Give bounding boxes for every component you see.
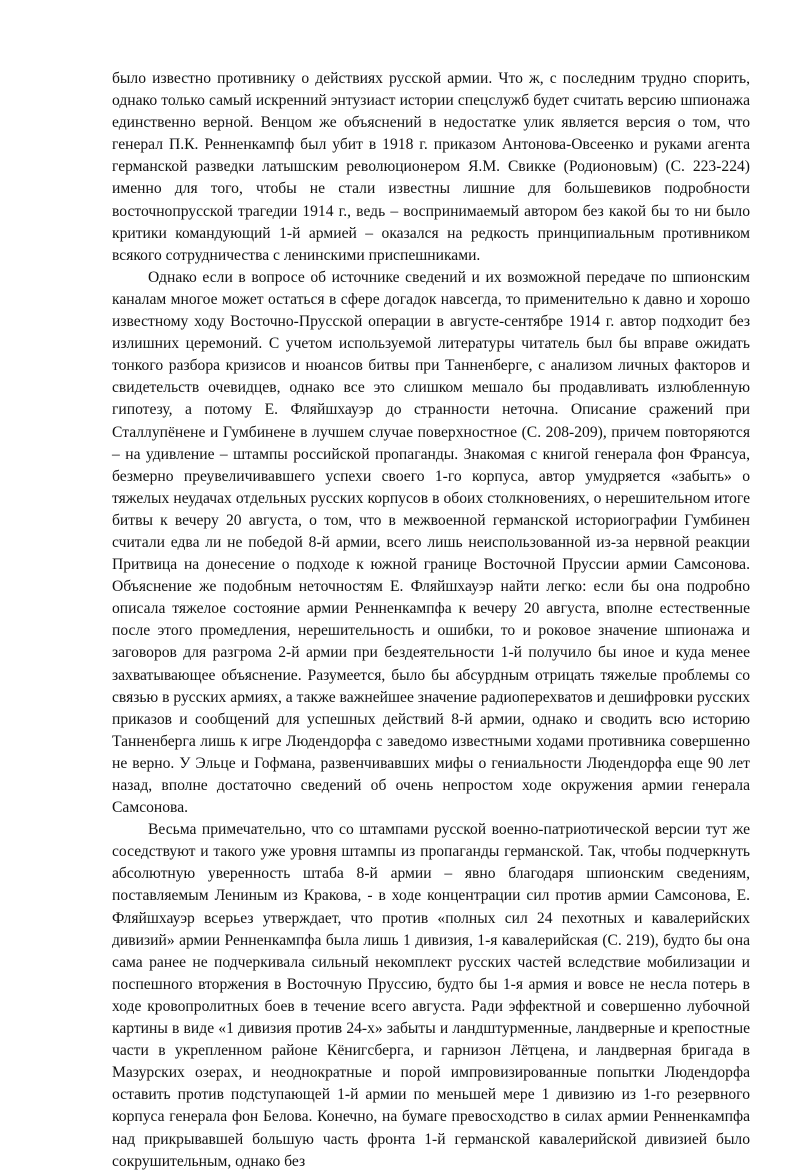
- paragraph-propaganda-stamps: Весьма примечательно, что со штампами русской военно-патриотической версии тут же соседствуют и такого уже уровня штампы из пропаганды германской. Так, чтобы подчеркнуть абсолютную уверенность штаба 8-й армии – явно благодаря шпионским сведениям, поставляемым Лениным из Кракова, - в ходе концентрации сил против армии Самсонова, Е. Фляйшхауэр всерьез утверждает, что против «полных сил 24 пехотных и кавалерийских дивизий» армии Ренненкампфа была лишь 1 дивизия, 1-я кавалерийская (С. 219), будто бы она сама ранее не подчеркивала сильный некомплект русских частей вследствие мобилизации и поспешного вторжения в Восточную Пруссию, будто бы 1-я армия и вовсе не несла потерь в ходе кровопролитных боев в течение всего августа. Ради эффектной и совершенно лубочной картины в виде «1 дивизия против 24-х» забыты и ландштурменные, ландверные и крепостные части в укрепленном районе Кёнигсберга, и гарнизон Лётцена, и ландверная бригада в Мазурских озерах, и неоднократные и порой импровизированные попытки Людендорфа оставить против подступающей 1-й армии по меньшей мере 1 дивизию из 1-го резервного корпуса генерала фон Белова. Конечно, на бумаге превосходство в силах армии Ренненкампфа над прикрывавшей большую часть фронта 1-й германской кавалерийской дивизией было сокрушительным, однако без: [112, 821, 750, 1170]
- document-page: [112, 68, 750, 1173]
- paragraph-continuation: было известно противнику о действиях русской армии. Что ж, с последним трудно спорить, однако только самый искренний энтузиаст истории спецслужб будет считать версию шпионажа единственно верной. Венцом же объяснений в недостатке улик является версия о том, что генерал П.К. Ренненкампф был убит в 1918 г. приказом Антонова-Овсеенко и руками агента германской разведки латышским революционером Я.М. Свикке (Родионовым) (С. 223-224) именно для того, чтобы не стали известны лишние для большевиков подробности восточнопрусской трагедии 1914 г., ведь – воспринимаемый автором без какой бы то ни было критики командующий 1-й армией – оказался на редкость принципиальным противником всякого сотрудничества с ленинскими приспешниками.: [112, 70, 750, 264]
- paragraph-tannenberg-battle: Однако если в вопросе об источнике сведений и их возможной передаче по шпионским каналам многое может остаться в сфере догадок навсегда, то применительно к давно и хорошо известному ходу Восточно-Прусской операции в августе-сентябре 1914 г. автор подходит без излишних церемоний. С учетом используемой литературы читатель был бы вправе ожидать тонкого разбора кризисов и нюансов битвы при Танненберге, с анализом личных факторов и свидетельств очевидцев, однако все это слишком мешало бы продавливать излюбленную гипотезу, а потому Е. Фляйшхауэр до странности неточна. Описание сражений при Сталлупёнене и Гумбинене в лучшем случае поверхностное (С. 208-209), причем повторяются – на удивление – штампы российской пропаганды. Знакомая с книгой генерала фон Франсуа, безмерно преувеличивавшего успехи своего 1-го корпуса, автор умудряется «забыть» о тяжелых неудачах отдельных русских корпусов в обоих столкновениях, о нерешительном итоге битвы к вечеру 20 августа, о том, что в межвоенной германской историографии Гумбинен считали едва ли не победой 8-й армии, всего лишь неиспользованной из-за нервной реакции Притвица на донесение о подходе к южной границе Восточной Пруссии армии Самсонова. Объяснение же подобным неточностям Е. Фляйшхауэр найти легко: если бы она подробно описала тяжелое состояние армии Ренненкампфа к вечеру 20 августа, вполне естественные после этого промедления, нерешительность и ошибки, то и роковое значение шпионажа и заговоров для разгрома 2-й армии при бездеятельности 1-й получило бы иное и куда менее захватывающее объяснение. Разумеется, было бы абсурдным отрицать тяжелые проблемы со связью в русских армиях, а также важнейшее значение радиоперехватов и дешифровки русских приказов и сообщений для успешных действий 8-й армии, однако и сводить всю историю Танненберга лишь к игре Людендорфа с заведомо известными ходами противника совершенно не верно. У Эльце и Гофмана, развенчивавших мифы о гениальности Людендорфа еще 90 лет назад, вполне достаточно сведений об очень непростом ходе окружения армии генерала Самсонова.: [112, 268, 750, 817]
